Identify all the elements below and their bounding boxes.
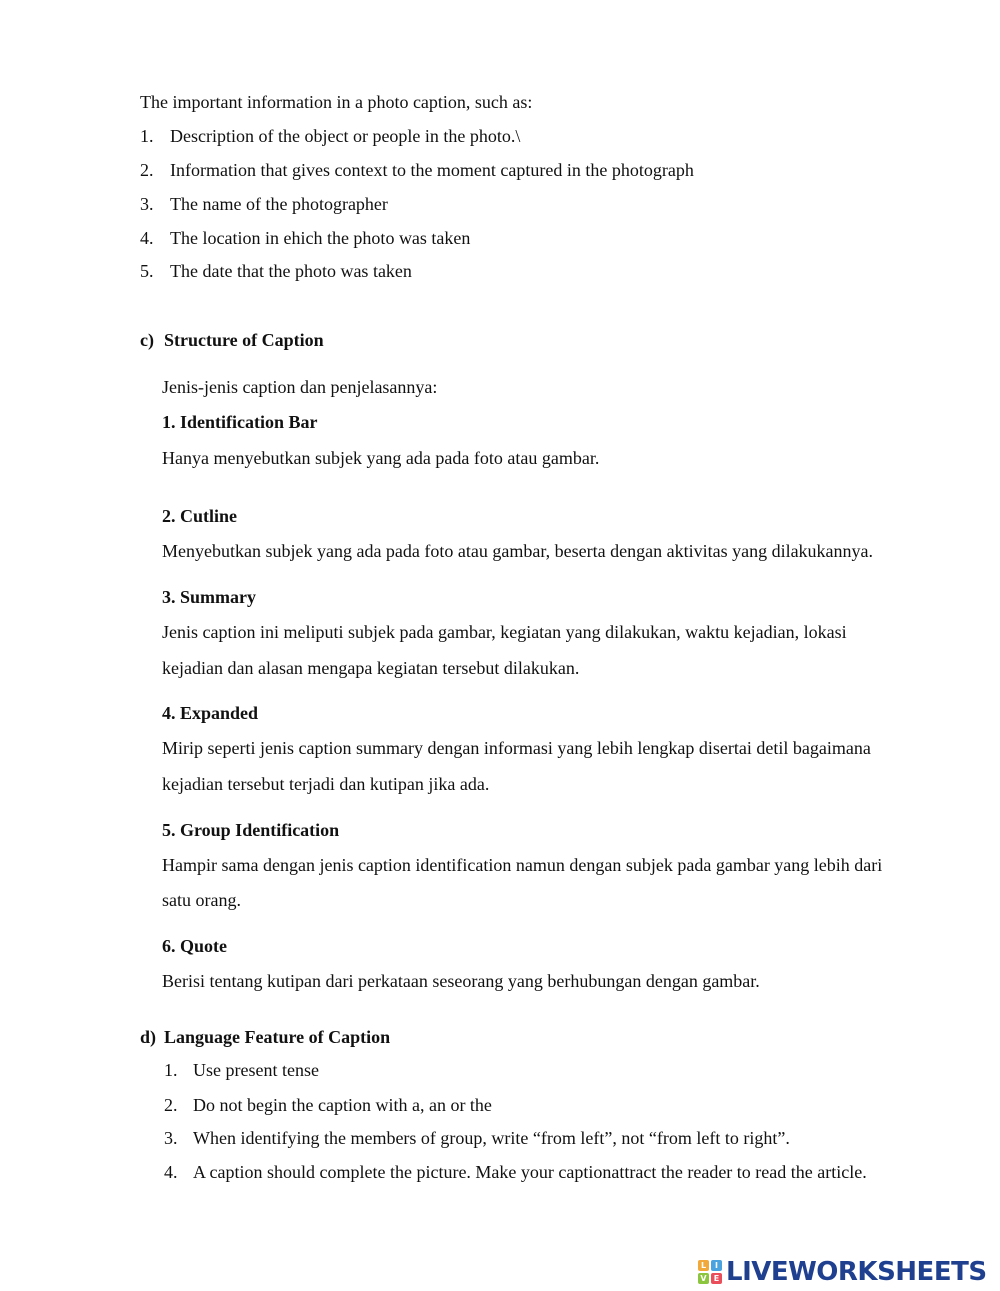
list-item-text: The date that the photo was taken xyxy=(170,261,412,281)
logo-block: E xyxy=(711,1273,722,1284)
list-item-text: The name of the photographer xyxy=(170,194,388,214)
caption-type-description: Mirip seperti jenis caption summary dengan informasi yang lebih lengkap disertai detil bagaimana xyxy=(162,738,871,758)
caption-type-description: Hampir sama dengan jenis caption identification namun dengan subjek pada gambar yang lebih dari xyxy=(162,855,883,875)
list-item-text: Do not begin the caption with a, an or the xyxy=(193,1095,492,1115)
section-marker: d) xyxy=(140,1027,157,1047)
liveworksheets-logo[interactable] xyxy=(698,1258,987,1286)
list-item-number: 4. xyxy=(140,228,154,248)
logo-block: L xyxy=(698,1260,709,1271)
list-item-number: 5. xyxy=(140,261,154,281)
list-item-number: 3. xyxy=(140,194,154,214)
list-item-text: Description of the object or people in the photo.\ xyxy=(170,126,521,146)
intro-lead: The important information in a photo caption, such as: xyxy=(140,92,533,112)
logo-blocks-icon xyxy=(698,1260,722,1284)
logo-block: V xyxy=(698,1273,709,1284)
caption-type-description: Jenis caption ini meliputi subjek pada gambar, kegiatan yang dilakukan, waktu kejadian, lokasi xyxy=(162,622,847,642)
caption-type-title: 2. Cutline xyxy=(162,506,238,526)
caption-type-description: satu orang. xyxy=(162,890,241,910)
list-item-text: A caption should complete the picture. Make your captionattract the reader to read the article. xyxy=(193,1162,867,1182)
list-item-number: 1. xyxy=(140,126,154,146)
caption-type-title: 5. Group Identification xyxy=(162,820,340,840)
caption-type-description: Hanya menyebutkan subjek yang ada pada foto atau gambar. xyxy=(162,448,600,468)
logo-text: LIVEWORKSHEETS xyxy=(726,1257,987,1287)
list-item-text: The location in ehich the photo was taken xyxy=(170,228,471,248)
section-title: Structure of Caption xyxy=(164,330,324,350)
caption-type-description: Menyebutkan subjek yang ada pada foto atau gambar, beserta dengan aktivitas yang dilakukannya. xyxy=(162,541,874,561)
list-item-number: 1. xyxy=(164,1060,178,1080)
caption-type-title: 6. Quote xyxy=(162,936,227,956)
caption-type-title: 1. Identification Bar xyxy=(162,412,318,432)
list-item-number: 2. xyxy=(164,1095,178,1115)
logo-block: I xyxy=(711,1260,722,1271)
caption-type-title: 4. Expanded xyxy=(162,703,259,723)
list-item-number: 3. xyxy=(164,1128,178,1148)
section-title: Language Feature of Caption xyxy=(164,1027,391,1047)
list-item-number: 2. xyxy=(140,160,154,180)
list-item-text: Information that gives context to the moment captured in the photograph xyxy=(170,160,694,180)
caption-type-description: Berisi tentang kutipan dari perkataan seseorang yang berhubungan dengan gambar. xyxy=(162,971,760,991)
list-item-number: 4. xyxy=(164,1162,178,1182)
list-item-text: Use present tense xyxy=(193,1060,319,1080)
structure-intro: Jenis-jenis caption dan penjelasannya: xyxy=(162,377,438,397)
list-item-text: When identifying the members of group, write “from left”, not “from left to right”. xyxy=(193,1128,790,1148)
section-marker: c) xyxy=(140,330,154,350)
caption-type-description: kejadian tersebut terjadi dan kutipan jika ada. xyxy=(162,774,490,794)
caption-type-title: 3. Summary xyxy=(162,587,256,607)
caption-type-description: kejadian dan alasan mengapa kegiatan tersebut dilakukan. xyxy=(162,658,580,678)
